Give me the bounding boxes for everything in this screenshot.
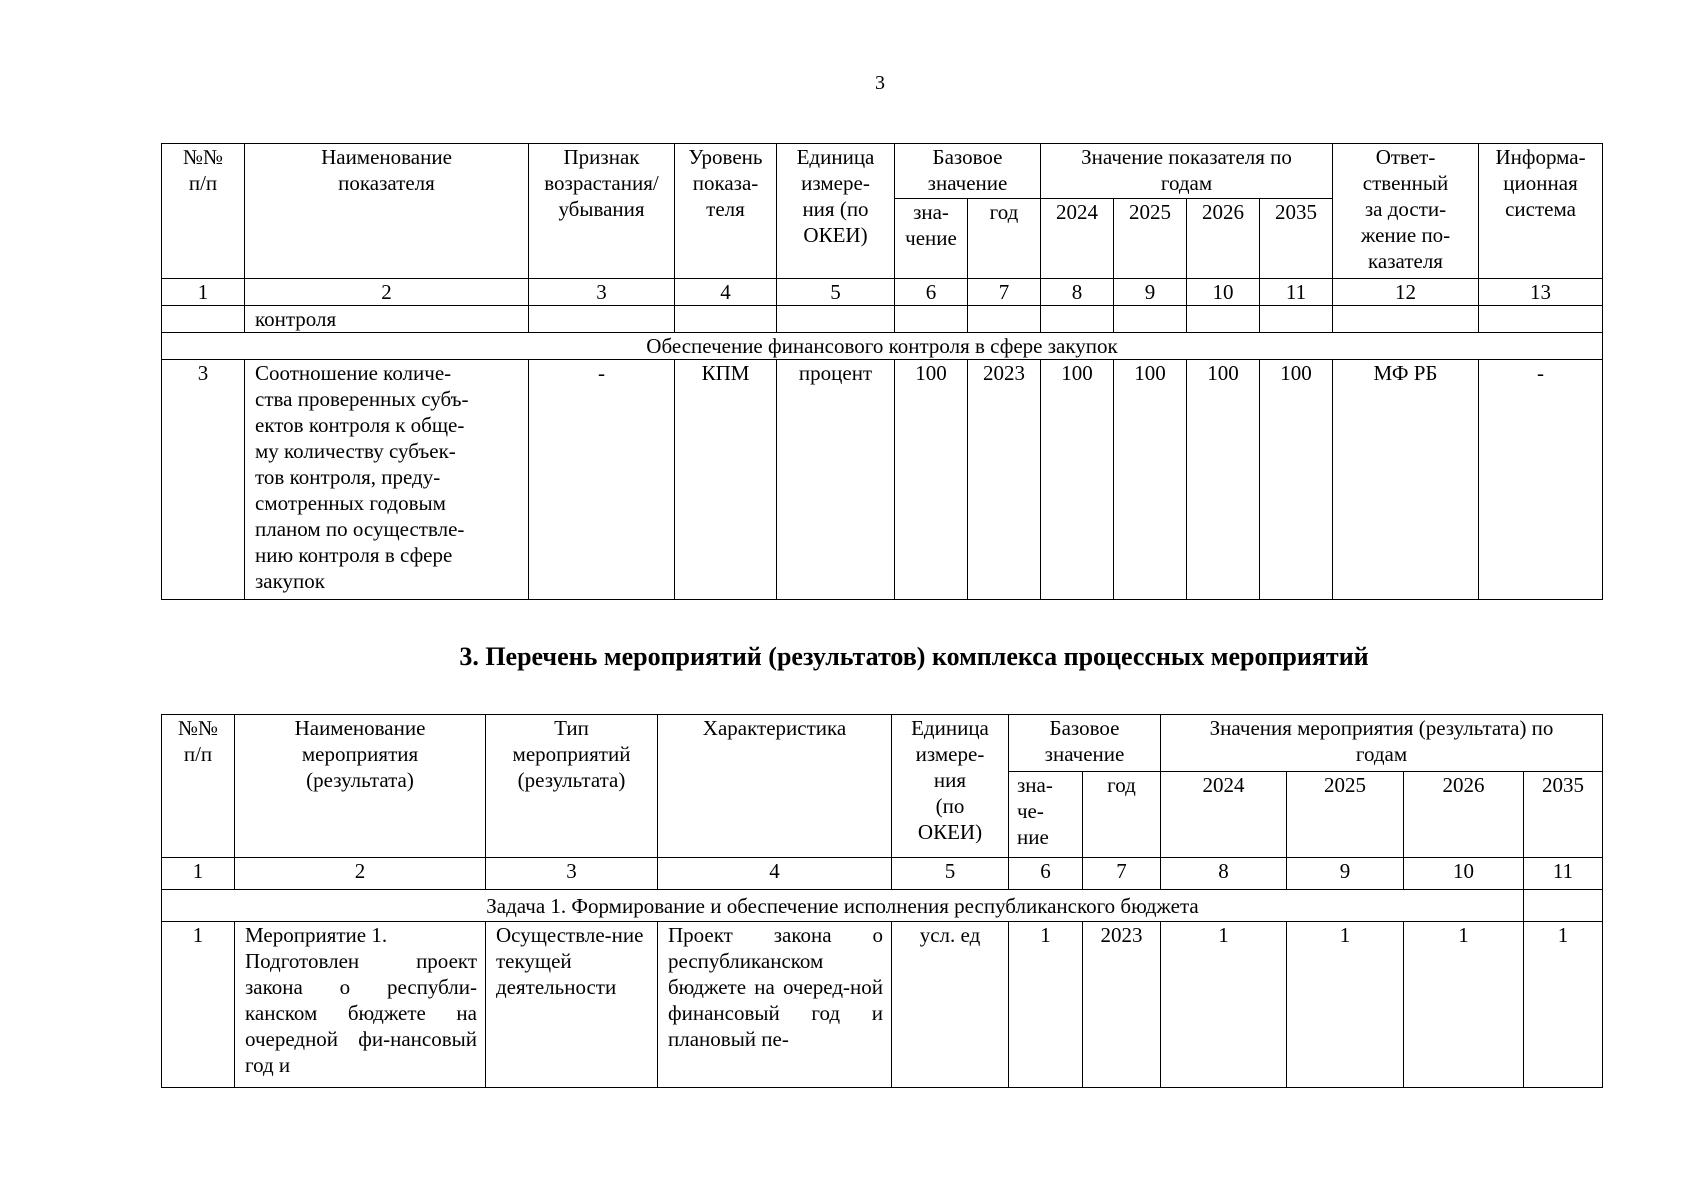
header-measure-name: Наименование мероприятия (результата) [235, 715, 486, 858]
row-value-2025: 1 [1287, 922, 1404, 1088]
header-level: Уровень показа- теля [675, 144, 777, 279]
header-year-2024: 2024 [1041, 199, 1114, 279]
column-number: 9 [1287, 858, 1404, 890]
header-base-value: зна- чение [895, 199, 968, 279]
page-number: 3 [875, 72, 885, 94]
header-num: №№ п/п [162, 715, 235, 858]
column-number: 6 [1009, 858, 1083, 890]
column-number: 11 [1260, 279, 1333, 306]
row-value-2035: 100 [1260, 360, 1333, 600]
header-year-2025: 2025 [1114, 199, 1187, 279]
column-number: 6 [895, 279, 968, 306]
column-number: 5 [777, 279, 895, 306]
row-unit: усл. ед [892, 922, 1009, 1088]
row-value-2024: 100 [1041, 360, 1114, 600]
column-number: 11 [1524, 858, 1603, 890]
row-sign: - [529, 360, 675, 600]
table-row [162, 360, 1603, 600]
column-number: 9 [1114, 279, 1187, 306]
row-base-year: 2023 [1083, 922, 1161, 1088]
header-base-year: год [1083, 772, 1161, 858]
row-num: 3 [162, 360, 245, 600]
row-info-system: - [1479, 360, 1603, 600]
row-measure-name: Мероприятие 1. Подготовлен проект закона о республи-канском бюджете на очередной фи-нансовый год и [235, 922, 486, 1088]
continuation-row [162, 306, 1603, 333]
continuation-text: контроля [245, 306, 529, 333]
header-base-value: зна- че- ние [1009, 772, 1083, 858]
column-number: 12 [1333, 279, 1479, 306]
header-sign: Признак возрастания/ убывания [529, 144, 675, 279]
header-indicator-name: Наименование показателя [245, 144, 529, 279]
header-base-year: год [968, 199, 1041, 279]
table-row [162, 922, 1603, 1088]
column-number: 10 [1404, 858, 1524, 890]
column-numbers-row [162, 279, 1603, 306]
column-number: 7 [968, 279, 1041, 306]
column-number: 1 [162, 858, 235, 890]
column-number: 7 [1083, 858, 1161, 890]
header-info-system: Информа- ционная система [1479, 144, 1603, 279]
header-base: Базовое значение [895, 144, 1041, 199]
column-number: 8 [1041, 279, 1114, 306]
row-value-2026: 1 [1404, 922, 1524, 1088]
column-number: 13 [1479, 279, 1603, 306]
header-unit: Единица измере- ния (по ОКЕИ) [777, 144, 895, 279]
header-num: №№ п/п [162, 144, 245, 279]
row-value-2035: 1 [1524, 922, 1603, 1088]
header-year-2026: 2026 [1404, 772, 1524, 858]
header-year-2025: 2025 [1287, 772, 1404, 858]
indicators-table [161, 143, 1603, 600]
header-responsible: Ответ- ственный за дости- жение по- казателя [1333, 144, 1479, 279]
measures-table [161, 714, 1603, 1088]
header-base: Базовое значение [1009, 715, 1161, 772]
column-number: 5 [892, 858, 1009, 890]
header-year-2026: 2026 [1187, 199, 1260, 279]
column-number: 3 [529, 279, 675, 306]
section-row: Обеспечение финансового контроля в сфере закупок [162, 333, 1603, 360]
column-number: 4 [658, 858, 892, 890]
header-years-group: Значения мероприятия (результата) по годам [1161, 715, 1603, 772]
row-level: КПМ [675, 360, 777, 600]
header-year-2035: 2035 [1524, 772, 1603, 858]
row-value-2026: 100 [1187, 360, 1260, 600]
row-value-2024: 1 [1161, 922, 1287, 1088]
row-responsible: МФ РБ [1333, 360, 1479, 600]
row-unit: процент [777, 360, 895, 600]
header-year-2035: 2035 [1260, 199, 1333, 279]
header-type: Тип мероприятий (результата) [486, 715, 658, 858]
row-base-year: 2023 [968, 360, 1041, 600]
column-number: 1 [162, 279, 245, 306]
column-number: 10 [1187, 279, 1260, 306]
row-num: 1 [162, 922, 235, 1088]
header-unit: Единица измере- ния (по ОКЕИ) [892, 715, 1009, 858]
row-value-2025: 100 [1114, 360, 1187, 600]
column-number: 4 [675, 279, 777, 306]
header-years-group: Значение показателя по годам [1041, 144, 1333, 199]
row-type: Осуществле-ние текущей деятельности [486, 922, 658, 1088]
column-numbers-row [162, 858, 1603, 890]
column-number: 8 [1161, 858, 1287, 890]
row-indicator-name: Соотношение количе- ства проверенных субъ- ектов контроля к обще- му количеству субъек- тов контроля, преду- смотренных годовым планом по осуществле- нию контроля в сфере закупок [245, 360, 529, 600]
column-number: 3 [486, 858, 658, 890]
task-row: Задача 1. Формирование и обеспечение исполнения республиканского бюджета [162, 890, 1524, 922]
row-characteristic: Проект закона о республиканском бюджете на очеред-ной финансовый год и плановый пе- [658, 922, 892, 1088]
column-number: 2 [245, 279, 529, 306]
header-characteristic: Характеристика [658, 715, 892, 858]
column-number: 2 [235, 858, 486, 890]
row-base-value: 100 [895, 360, 968, 600]
header-year-2024: 2024 [1161, 772, 1287, 858]
section-title: 3. Перечень мероприятий (результатов) комплекса процессных мероприятий [459, 642, 1369, 671]
row-base-value: 1 [1009, 922, 1083, 1088]
